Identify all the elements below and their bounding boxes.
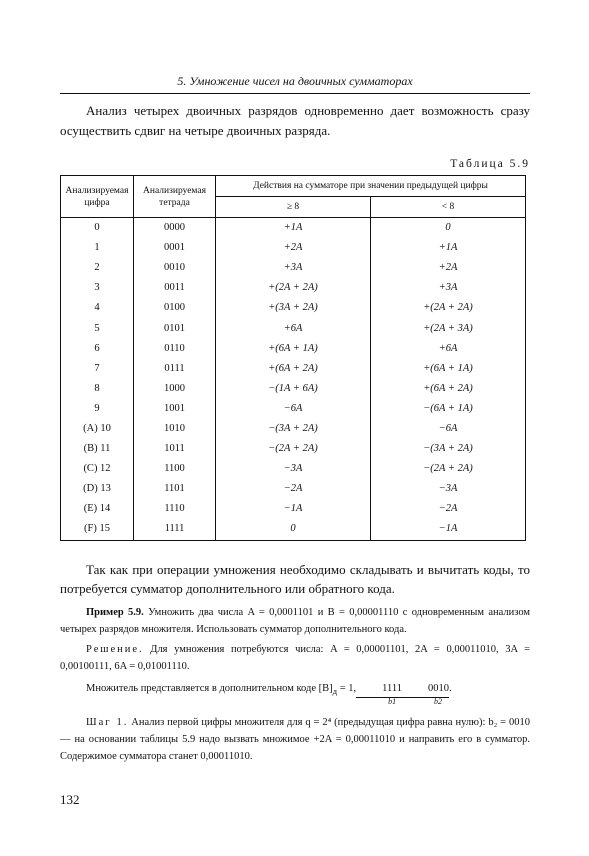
- row-action-lt8: −(2A + 2A): [371, 459, 526, 479]
- running-header: 5. Умножение чисел на двоичных сумматорах: [177, 74, 413, 88]
- row-action-lt8: 0: [371, 218, 526, 239]
- row-digit: (D) 13: [61, 479, 134, 499]
- table-row: [61, 258, 526, 278]
- step-block: [60, 714, 530, 765]
- row-digit: 9: [61, 399, 134, 419]
- row-action-ge8: +1A: [216, 218, 371, 239]
- row-action-lt8: +1A: [371, 238, 526, 258]
- row-tetrad: 1101: [134, 479, 216, 499]
- row-action-lt8: +(6A + 1A): [371, 359, 526, 379]
- row-tetrad: 0001: [134, 238, 216, 258]
- row-tetrad: 0000: [134, 218, 216, 239]
- row-action-ge8: −(2A + 2A): [216, 439, 371, 459]
- table-row: [61, 339, 526, 359]
- row-action-ge8: −(1A + 6A): [216, 379, 371, 399]
- row-digit: (C) 12: [61, 459, 134, 479]
- example-block: [60, 604, 530, 638]
- row-action-ge8: +(6A + 2A): [216, 359, 371, 379]
- row-action-ge8: +6A: [216, 318, 371, 338]
- multiplier-end: .: [448, 683, 452, 694]
- row-action-ge8: −(3A + 2A): [216, 419, 371, 439]
- multiplier-part1: 1111 b1: [356, 680, 402, 698]
- solution-block: [60, 641, 530, 675]
- col-header-ge8: ≥ 8: [216, 197, 371, 218]
- table-row: [61, 278, 526, 298]
- row-tetrad: 1011: [134, 439, 216, 459]
- row-tetrad: 0100: [134, 298, 216, 318]
- table-row: [61, 479, 526, 499]
- solution-label: Решение.: [86, 644, 144, 655]
- multiplier-line: [60, 680, 530, 706]
- row-action-ge8: +3A: [216, 258, 371, 278]
- row-tetrad: 1000: [134, 379, 216, 399]
- row-action-ge8: 0: [216, 519, 371, 540]
- table-row: [61, 298, 526, 318]
- row-tetrad: 1001: [134, 399, 216, 419]
- row-action-lt8: −(3A + 2A): [371, 439, 526, 459]
- table-row: [61, 439, 526, 459]
- multiplication-table: [60, 175, 526, 541]
- row-digit: 3: [61, 278, 134, 298]
- row-digit: 5: [61, 318, 134, 338]
- row-digit: 7: [61, 359, 134, 379]
- row-digit: 4: [61, 298, 134, 318]
- row-action-lt8: +(6A + 2A): [371, 379, 526, 399]
- row-digit: (A) 10: [61, 419, 134, 439]
- example-text: Умножить два числа A = 0,0001101 и B = 0,00001110 с одновременным анализом четырех разрядов множителя. Использовать сумматор дополнительного кода.: [60, 607, 531, 635]
- row-action-lt8: +(2A + 3A): [371, 318, 526, 338]
- col-header-actions: Действия на сумматоре при значении предыдущей цифры: [216, 176, 526, 197]
- row-digit: 2: [61, 258, 134, 278]
- col-header-digit: Анализируемая цифра: [61, 176, 134, 218]
- row-tetrad: 0010: [134, 258, 216, 278]
- table-row: [61, 359, 526, 379]
- table-row: [61, 459, 526, 479]
- col-header-lt8: < 8: [371, 197, 526, 218]
- row-action-lt8: −3A: [371, 479, 526, 499]
- example-label: Пример 5.9.: [86, 607, 144, 618]
- row-action-lt8: −(6A + 1A): [371, 399, 526, 419]
- table-row: [61, 218, 526, 239]
- table-row: [61, 399, 526, 419]
- row-digit: (B) 11: [61, 439, 134, 459]
- label-b2: b2: [433, 697, 442, 706]
- table-row: [61, 419, 526, 439]
- step-label: Шаг 1.: [86, 717, 129, 728]
- row-digit: (F) 15: [61, 519, 134, 540]
- table-row: [61, 519, 526, 540]
- row-digit: 8: [61, 379, 134, 399]
- multiplier-eq: = 1,: [339, 683, 357, 694]
- page-number: 132: [60, 792, 80, 807]
- row-action-ge8: +2A: [216, 238, 371, 258]
- row-tetrad: 0110: [134, 339, 216, 359]
- step-text: Анализ первой цифры множителя для q = 2⁴ (предыдущая цифра равна нулю): b₂ = 0010 — на основании таблицы 5.9 надо вызвать множимое +2A = 0,00011010 и направить его в сумматор. Содержимое сумматора станет 0,00011010.: [60, 717, 530, 762]
- table-caption: Таблица 5.9: [450, 158, 530, 170]
- table-body: [61, 218, 526, 541]
- row-tetrad: 1111: [134, 519, 216, 540]
- table-row: [61, 499, 526, 519]
- row-digit: (E) 14: [61, 499, 134, 519]
- row-tetrad: 0111: [134, 359, 216, 379]
- row-action-ge8: −6A: [216, 399, 371, 419]
- intro-paragraph: Анализ четырех двоичных разрядов одновременно дает возможность сразу осуществить сдвиг на четыре двоичных разряда.: [60, 103, 530, 138]
- row-action-ge8: −3A: [216, 459, 371, 479]
- row-action-lt8: +2A: [371, 258, 526, 278]
- row-action-ge8: −2A: [216, 479, 371, 499]
- row-action-ge8: +(3A + 2A): [216, 298, 371, 318]
- solution-text: Для умножения потребуются числа: A = 0,00001101, 2A = 0,00011010, 3A = 0,00100111, 6A = 0,01001110.: [60, 644, 531, 672]
- table-row: [61, 379, 526, 399]
- row-tetrad: 0101: [134, 318, 216, 338]
- table-row: [61, 318, 526, 338]
- row-action-lt8: +(2A + 2A): [371, 298, 526, 318]
- table-row: [61, 238, 526, 258]
- row-action-ge8: +(2A + 2A): [216, 278, 371, 298]
- multiplier-subscript: д: [332, 686, 338, 697]
- row-action-lt8: +3A: [371, 278, 526, 298]
- row-action-ge8: −1A: [216, 499, 371, 519]
- row-action-ge8: +(6A + 1A): [216, 339, 371, 359]
- row-tetrad: 1110: [134, 499, 216, 519]
- adder-paragraph: Так как при операции умножения необходимо складывать и вычитать коды, то потребуется сумматор дополнительного или обратного кода.: [60, 562, 530, 596]
- row-action-lt8: −2A: [371, 499, 526, 519]
- multiplier-part2: 0010 b2: [402, 680, 449, 698]
- row-digit: 6: [61, 339, 134, 359]
- col-header-tetrad: Анализируемая тетрада: [134, 176, 216, 218]
- row-tetrad: 0011: [134, 278, 216, 298]
- row-action-lt8: −6A: [371, 419, 526, 439]
- label-b1: b1: [388, 697, 397, 706]
- multiplier-text: Множитель представляется в дополнительном коде [B]: [86, 683, 333, 694]
- row-tetrad: 1100: [134, 459, 216, 479]
- row-digit: 0: [61, 218, 134, 239]
- header-rule: [60, 93, 530, 94]
- row-tetrad: 1010: [134, 419, 216, 439]
- row-action-lt8: +6A: [371, 339, 526, 359]
- row-digit: 1: [61, 238, 134, 258]
- row-action-lt8: −1A: [371, 519, 526, 540]
